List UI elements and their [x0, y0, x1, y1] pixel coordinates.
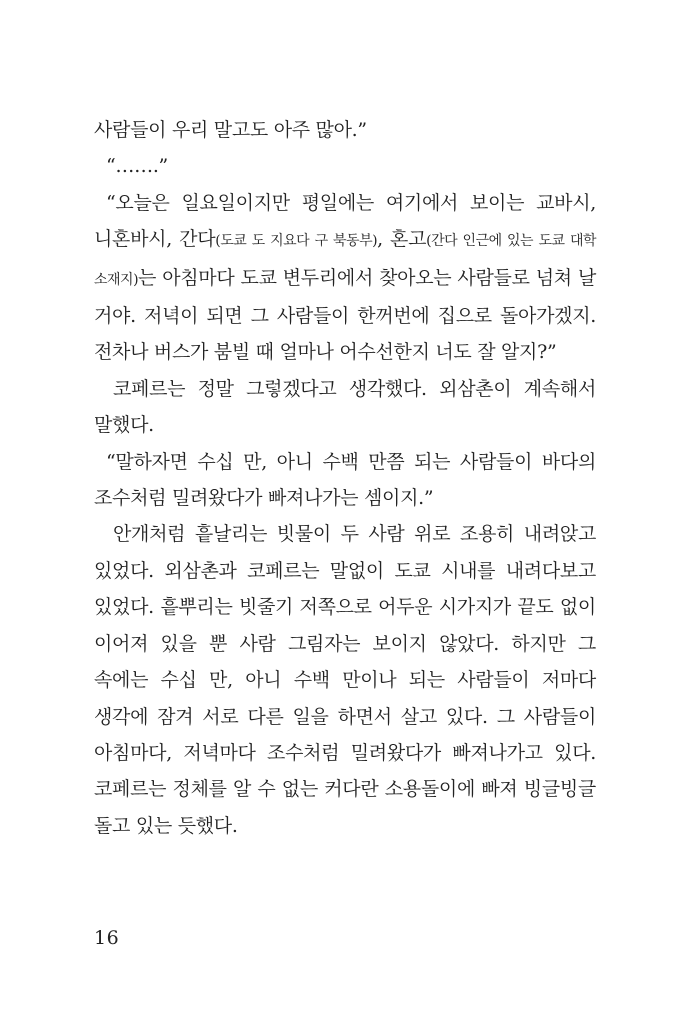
- paragraph-narration-2: 안개처럼 흩날리는 빗물이 두 사람 위로 조용히 내려앉고 있었다. 외삼촌과 코페르는 말없이 도쿄 시내를 내려다보고 있었다. 흩뿌리는 빗줄기 저쪽으로 어두운 시가지가 끝도 없이 이어져 있을 뿐 사람 그림자는 보이지 않았다. 하지만 그 속에는 수십 만, 아니 수백 만이나 되는 사람들이 저마다 생각에 잠겨 서로 다른 일을 하면서 살고 있다. 그 사람들이 아침마다, 저녁마다 조수처럼 밀려왔다가 빠져나가고 있다. 코페르는 정체를 알 수 없는 커다란 소용돌이에 빠져 빙글빙글 돌고 있는 듯했다.: [94, 523, 596, 837]
- paragraph-narration-1: 코페르는 정말 그렇겠다고 생각했다. 외삼촌이 계속해서 말했다.: [94, 377, 596, 437]
- annotation-kanda: (도쿄 도 지요다 구 북동부): [215, 233, 378, 250]
- page-number: 16: [94, 927, 120, 949]
- paragraph-continuation: 사람들이 우리 말고도 아주 많아.”: [94, 119, 367, 141]
- speech-text: “오늘은 일요일이지만 평일에는 여기에서 보이는 교바시, 니혼바시, 간다: [94, 191, 596, 251]
- speech-text: 는 아침마다 도쿄 변두리에서 찾아오는 사람들로 넘쳐 날 거야. 저녁이 되면 그 사람들이 한꺼번에 집으로 돌아가겠지. 전차나 버스가 붐빌 때 얼마나 어수선한지 너도 잘 알지?”: [94, 266, 596, 364]
- body-text: [94, 112, 596, 844]
- speech-text: , 혼고: [377, 228, 427, 251]
- annotation-hongo: (간다 인근에 있는 도쿄 대학 소재지): [94, 233, 596, 288]
- paragraph-ellipsis-quote: “…….”: [106, 155, 168, 178]
- paragraph-uncle-speech: [94, 185, 596, 371]
- paragraph-uncle-speech-2: “말하자면 수십 만, 아니 수백 만쯤 되는 사람들이 바다의 조수처럼 밀려왔다가 빠져나가는 셈이지.”: [94, 450, 596, 510]
